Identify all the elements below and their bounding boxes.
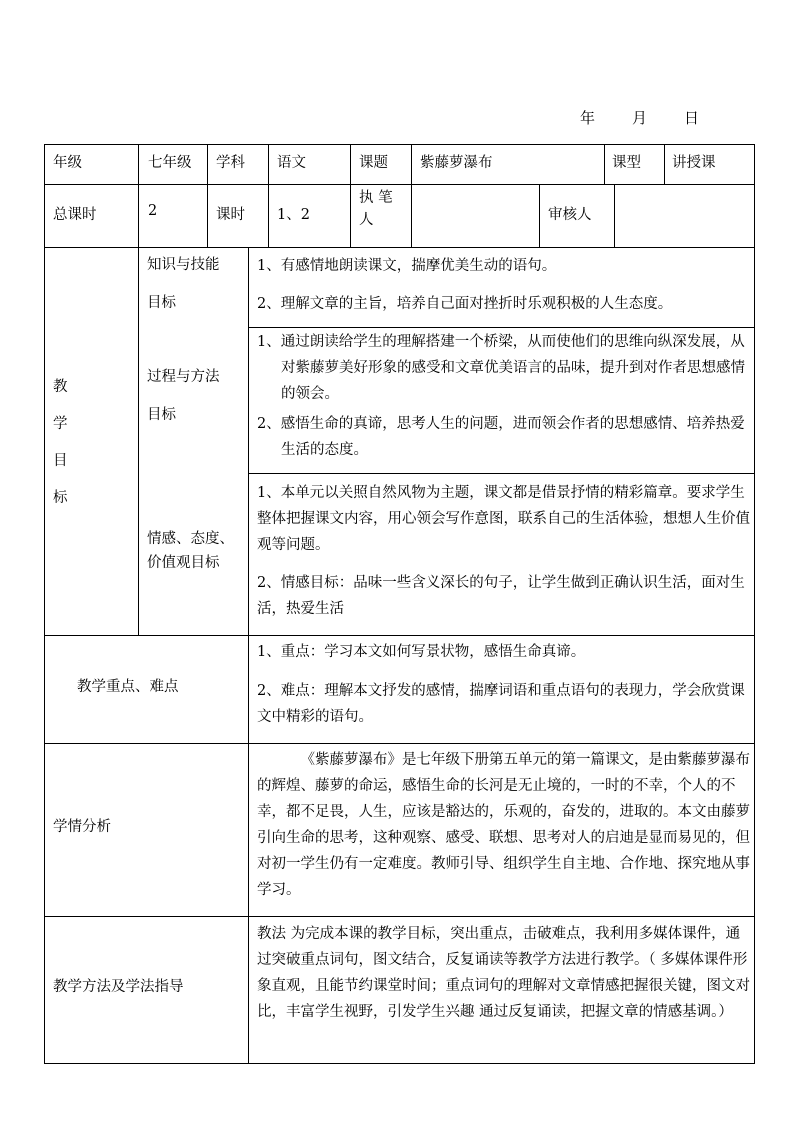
emotion-item-1: 1、本单元以关照自然风物为主题，课文都是借景抒情的精彩篇章。要求学生整体把握课文内容，用心领会写作意图，联系自己的生活体验，想想人生价值观等问题。 <box>257 485 750 553</box>
total-hours-label: 总课时 <box>53 207 97 223</box>
methods-text: 教法 为完成本课的教学目标，突出重点，击破难点，我利用多媒体课件，通过突破重点词句，图文结合，反复诵读等教学方法进行教学。（ 多媒体课件形象直观，且能节约课堂时间；重点词句的理解对文章情感把握很关键，图文对比，丰富学生视野，引发学生兴趣 通过反复诵读，把握文章的情感基调。） <box>257 926 750 1020</box>
period-value: 1、2 <box>277 207 310 223</box>
methods-label: 教学方法及学法指导 <box>53 979 184 995</box>
type-value: 讲授课 <box>672 155 716 171</box>
total-hours-value: 2 <box>148 203 158 219</box>
reviewer-label: 审核人 <box>548 207 592 223</box>
knowledge-label-1: 知识与技能 <box>147 257 220 273</box>
knowledge-item-2: 2、理解文章的主旨，培养自己面对挫折时乐观积极的人生态度。 <box>257 296 673 312</box>
grade-label: 年级 <box>53 155 82 171</box>
subject-label: 学科 <box>216 155 245 171</box>
analysis-label: 学情分析 <box>53 819 111 835</box>
date-day: 日 <box>684 109 700 127</box>
keypoints-item-2: 2、难点：理解本文抒发的感情，揣摩词语和重点语句的表现力，学会欣赏课文中精彩的语句。 <box>257 683 745 725</box>
objectives-label <box>53 369 73 517</box>
period-label: 课时 <box>216 207 245 223</box>
emotion-item-2: 2、情感目标：品味一些含义深长的句子，让学生做到正确认识生活，面对生活，热爱生活 <box>257 575 745 617</box>
objectives-label-char: 标 <box>53 490 68 506</box>
keypoints-label: 教学重点、难点 <box>77 679 179 695</box>
subject-value: 语文 <box>277 155 306 171</box>
analysis-text: 《紫藤萝瀑布》是七年级下册第五单元的第一篇课文，是由紫藤萝瀑布的辉煌、藤萝的命运，感悟生命的长河是无止境的，一时的不幸，个人的不幸，都不足畏，人生，应该是豁达的，乐观的，奋发的，进取的。本文由藤萝引向生命的思考，这种观察、感受、联想、思考对人的启迪是显而易见的，但对初一学生仍有一定难度。教师引导、组织学生自主地、合作地、探究地从事学习。 <box>257 752 750 898</box>
keypoints-item-1: 1、重点：学习本文如何写景状物，感悟生命真谛。 <box>257 644 586 660</box>
knowledge-label-2: 目标 <box>147 295 176 311</box>
topic-value: 紫藤萝瀑布 <box>420 155 493 171</box>
process-label-2: 目标 <box>147 407 176 423</box>
date-month: 月 <box>632 109 648 127</box>
lesson-plan-table <box>44 144 755 1064</box>
emotion-label-1: 情感、态度、 <box>147 531 234 547</box>
knowledge-item-1: 1、有感情地朗读课文，揣摩优美生动的语句。 <box>257 258 557 274</box>
objectives-label-char: 学 <box>53 416 68 432</box>
emotion-label-2: 价值观目标 <box>147 555 220 571</box>
writer-label: 执 笔 人 <box>359 190 393 228</box>
date-year: 年 <box>580 109 596 127</box>
date-line <box>580 107 699 128</box>
grade-value: 七年级 <box>148 155 192 171</box>
objectives-label-char: 教 <box>53 379 68 395</box>
process-item-2: 2、感悟生命的真谛，思考人生的问题，进而领会作者的思想感情、培养热爱生活的态度。 <box>257 416 745 458</box>
topic-label: 课题 <box>359 155 388 171</box>
process-label-1: 过程与方法 <box>147 369 220 385</box>
type-label: 课型 <box>612 155 641 171</box>
process-item-1: 1、通过朗读给学生的理解搭建一个桥梁，从而使他们的思维向纵深发展，从对紫藤萝美好形象的感受和文章优美语言的品味，提升到对作者思想感情的领会。 <box>257 334 745 402</box>
objectives-label-char: 目 <box>53 453 68 469</box>
